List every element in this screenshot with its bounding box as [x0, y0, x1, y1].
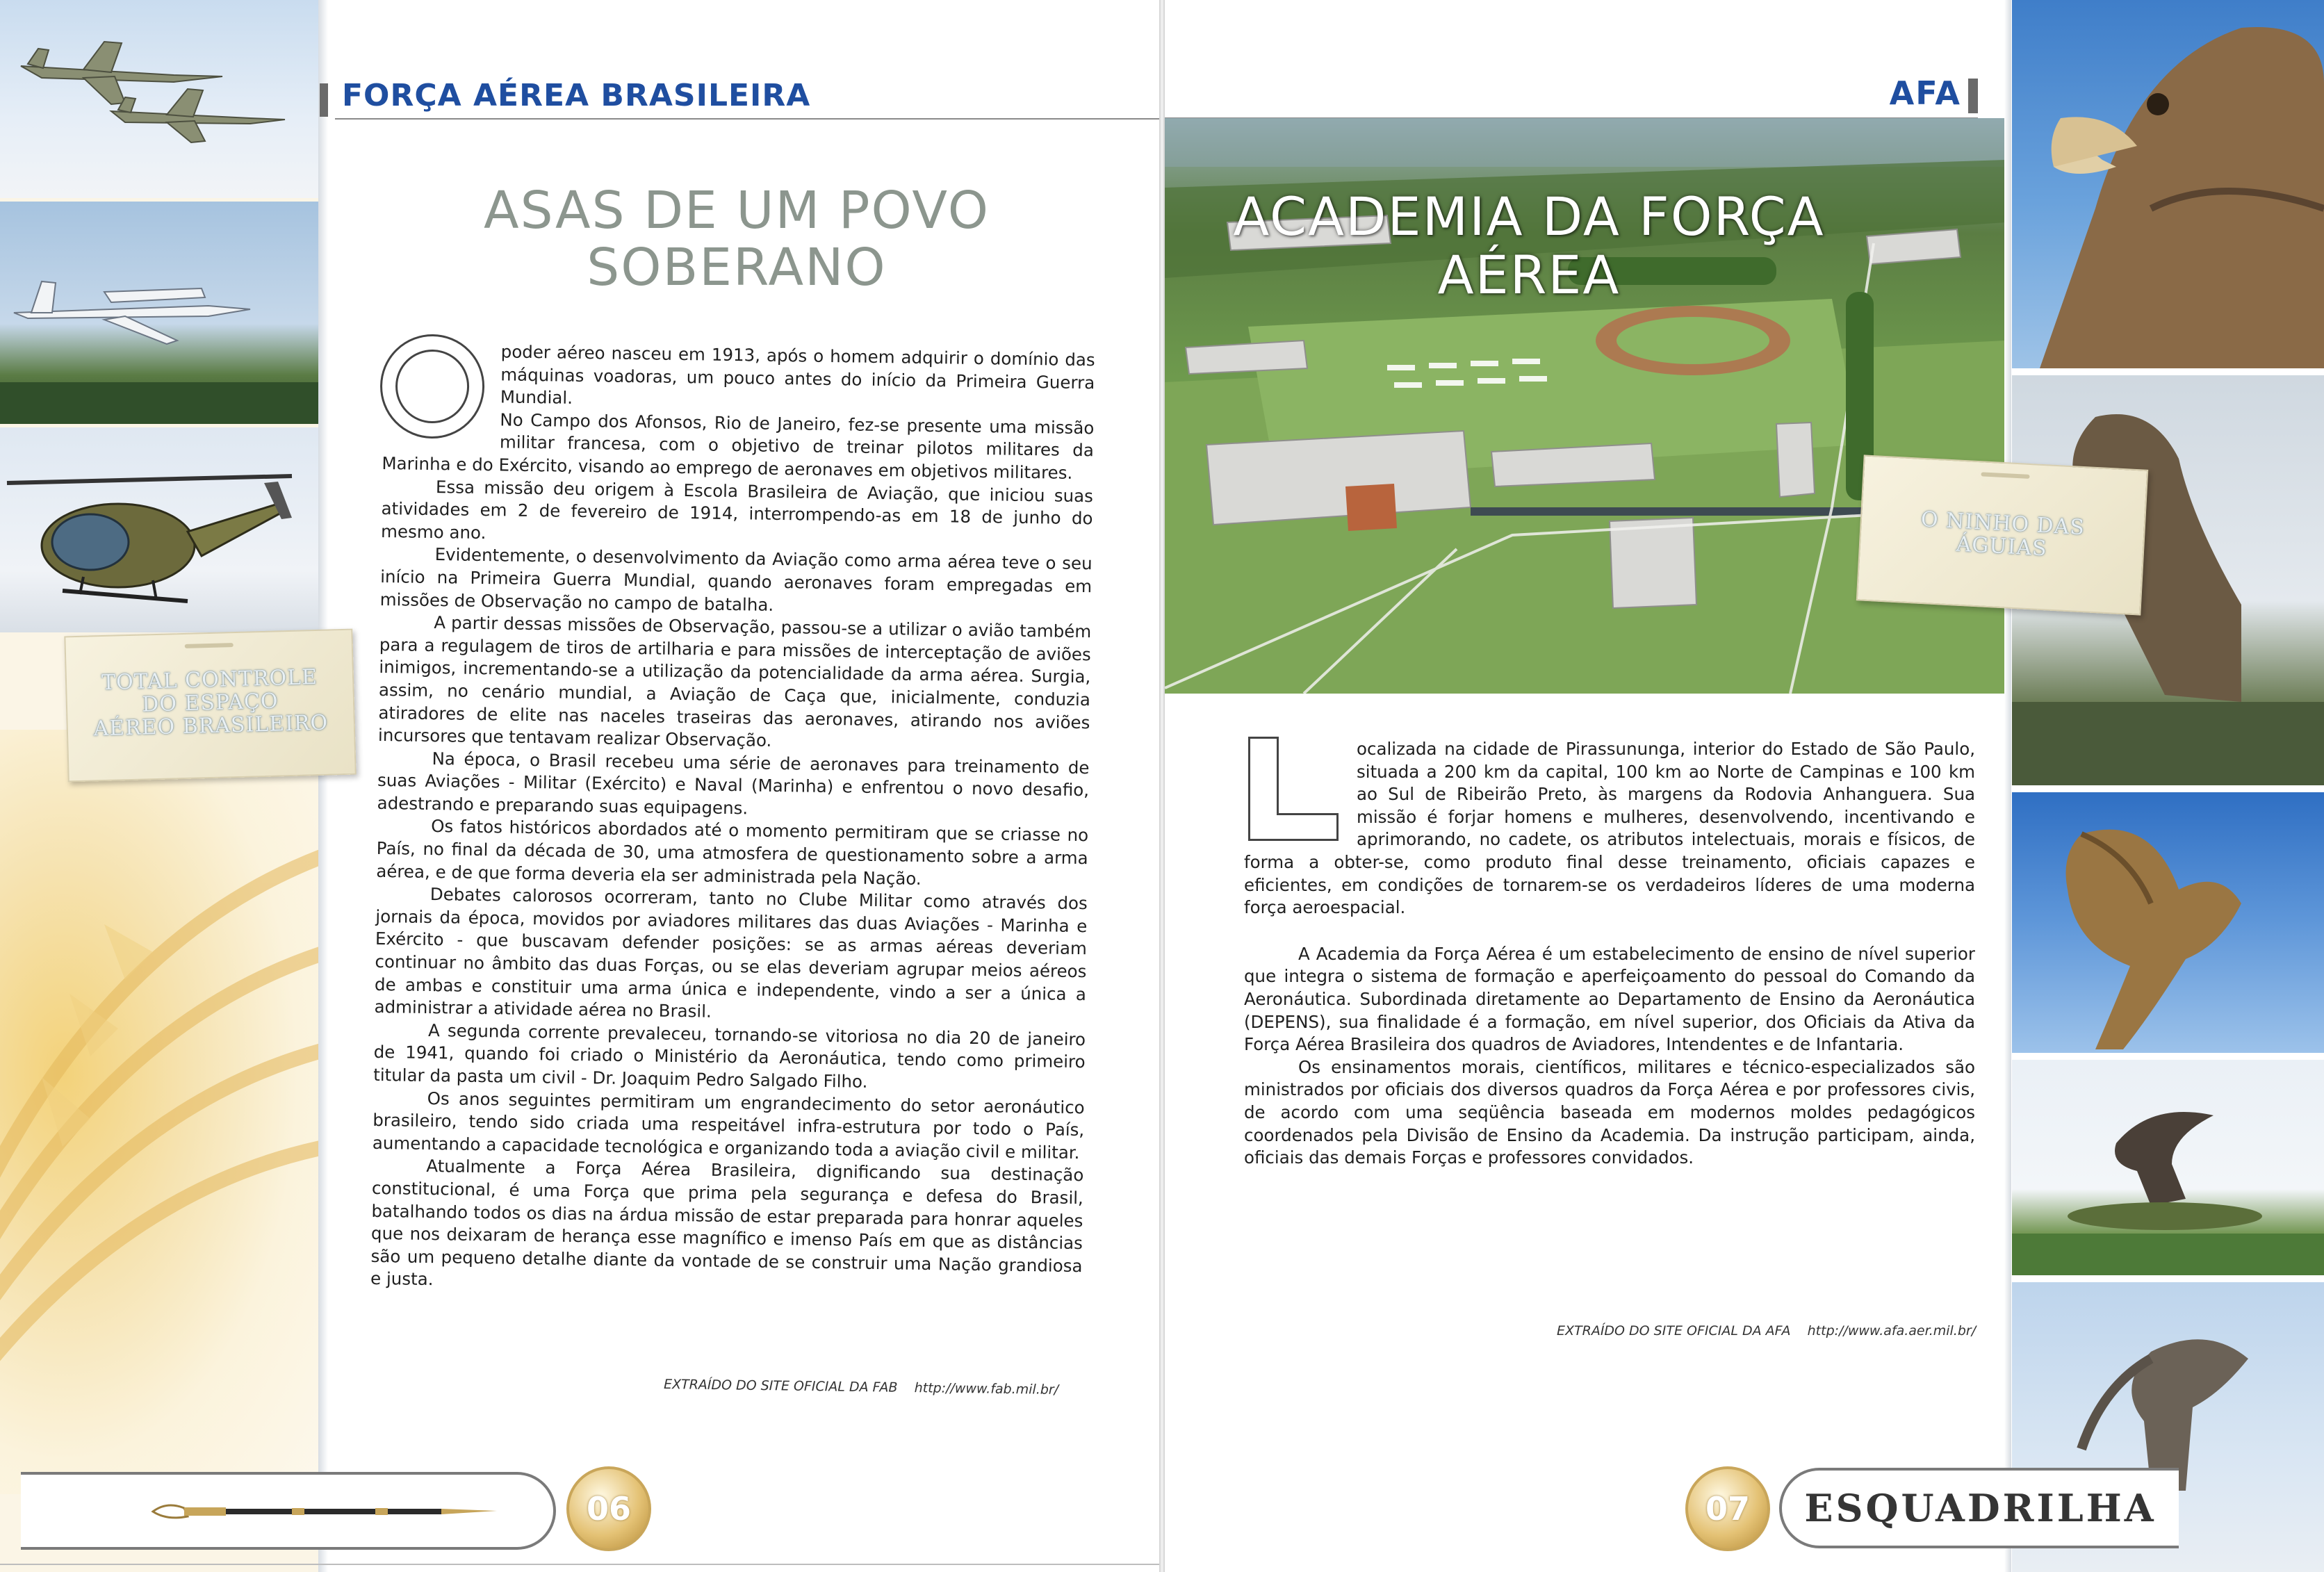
source-label: EXTRAÍDO DO SITE OFICIAL DA AFA	[1557, 1323, 1791, 1338]
paragraph: poder aéreo nasceu em 1913, após o homem adquirir o domínio das máquinas voadoras, um pouco antes do início da Primeira Guerra Mundial.	[500, 341, 1095, 408]
paragraph: Debates calorosos ocorreram, tanto no Clube Militar como através dos jornais da época, movidos por aviadores militares das duas Aviações - Marinha e Exército - que buscavam defender posições: se as armas aéreas deveriam continuar no âmbito das duas Forças, ou se elas deveriam agrupar meios aéreos de ambas e constituir uma arma única e independente, vindo a ser a única a administrar a atividade aérea no Brasil.	[374, 884, 1088, 1022]
brand-title: ESQUADRILHA	[1804, 1486, 2157, 1530]
header-bar-marker	[320, 83, 328, 117]
article-title-line-2: SOBERANO	[587, 238, 887, 297]
fighter-jets-photo	[0, 0, 318, 198]
paragraph: Atualmente a Força Aérea Brasileira, dignificando sua destinação constitucional, é uma Força que prima pela segurança e defesa do Brasil, batalhando todos os dias na árdua missão de estar preparada para honrar aqueles que nos deixaram de herança esse magnífico e imenso País em que as distâncias são um pequeno detalhe diante da vontade de se construir uma Nação grandiosa e justa.	[370, 1156, 1084, 1290]
eagle-sculpture-sky-photo	[2012, 792, 2324, 1053]
drop-cap-l	[1244, 737, 1341, 848]
article-title-line-1: ASAS DE UM POVO	[483, 181, 990, 240]
drop-cap-o	[379, 334, 489, 439]
tag-clip	[1981, 472, 2029, 479]
tag-line-2: DO ESPAÇO	[141, 689, 279, 717]
right-strip-divider	[2004, 0, 2011, 1572]
left-article-body	[370, 339, 1095, 1300]
total-controle-tag	[64, 629, 356, 783]
drop-cap-join	[1250, 813, 1277, 817]
book-gutter	[1159, 0, 1165, 1572]
paragraph: A Academia da Força Aérea é um estabelecimento de ensino de nível superior que integra o sistema de formação e aperfeiçoamento do pessoal do Comando da Aeronáutica. Subordinada diretamente ao Departamento de Ensino da Aeronáutica (DEPENS), sua finalidade é a formação, em nível superior, dos Oficiais da Ativa da Força Aérea Brasileira dos quadros de Aviadores, Intendentes e de Infantaria.	[1244, 943, 1975, 1055]
brand-frame	[1779, 1468, 2179, 1548]
tag-line-1: O NINHO DAS	[1920, 507, 2086, 541]
patrol-aircraft-photo	[0, 202, 318, 424]
source-label: EXTRAÍDO DO SITE OFICIAL DA FAB	[663, 1377, 898, 1395]
header-bar-marker	[1968, 79, 1978, 113]
sword-illustration	[146, 1501, 507, 1522]
section-header-title: FORÇA AÉREA BRASILEIRA	[342, 78, 811, 113]
tag-line-2: ÁGUIAS	[1955, 532, 2048, 562]
aerial-title-line-1: ACADEMIA DA FORÇA	[1233, 186, 1825, 247]
page-number-right: 07	[1685, 1466, 1770, 1551]
page-number-left: 06	[566, 1466, 651, 1551]
eagle-monument-photo	[2012, 1060, 2324, 1275]
left-strip-divider	[318, 0, 328, 1572]
golden-wings-emblem	[0, 730, 318, 1494]
tag-line-1: TOTAL CONTROLE	[101, 664, 318, 696]
section-header-title: AFA	[1889, 74, 1961, 112]
source-url: http://www.fab.mil.br/	[914, 1380, 1059, 1398]
aerial-photo-title	[1181, 188, 1876, 304]
drop-cap-foot	[1248, 813, 1339, 841]
paragraph: Os fatos históricos abordados até o momento permitiram que se criasse no País, no final da década de 30, uma atmosfera de questionamento sobre a arma aérea, e de que forma deveria ela ser administrada pela Nação.	[376, 816, 1089, 889]
header-rule	[335, 118, 1169, 120]
ninho-das-aguias-tag	[1856, 455, 2148, 615]
eagle-head-photo	[2012, 0, 2324, 368]
aerial-title-line-2: AÉREA	[1437, 244, 1621, 306]
paragraph: Os anos seguintes permitiram um engrandecimento do setor aeronáutico brasileiro, tendo sido criada uma respeitável infra-estrutura por todo o País, aumentando a capacidade tecnológica e organizando toda a aviação civil e militar.	[372, 1088, 1085, 1163]
paragraph: ocalizada na cidade de Pirassununga, interior do Estado de São Paulo, situada a 200 km da capital, 100 km ao Norte de Campinas e 100 km ao Sul de Ribeirão Preto, às margens da Rodovia Anhanguera. Sua missão é forjar homens e mulheres, desenvolvendo, incentivando e aprimorando, no cadete, os atributos intelectuais, morais e físicos, de forma a obter-se, como produto final desse treinamento, oficiais capazes e eficientes, em condições de tornarem-se os verdadeiros líderes de uma moderna força aeroespacial.	[1244, 739, 1975, 918]
paragraph: Essa missão deu origem à Escola Brasileira de Aviação, que iniciou suas atividades em 2 de fevereiro de 1914, interrompendo-as em 18 de junho do mesmo ano.	[380, 476, 1094, 543]
paragraph: Evidentemente, o desenvolvimento da Aviação como arma aérea teve o seu início na Primeira Guerra Mundial, quando aeronaves foram empregadas em missões de Observação no campo de batalha.	[379, 544, 1093, 615]
right-article-body	[1244, 738, 1975, 1170]
article-title	[375, 182, 1098, 296]
tag-line-3: AÉREO BRASILEIRO	[92, 710, 329, 742]
left-bottom-rule	[0, 1564, 1159, 1565]
helicopter-photo	[0, 427, 318, 632]
paragraph: Na época, o Brasil recebeu uma série de aeronaves para treinamento de suas Aviações - Militar (Exército) e Naval (Marinha) e enfrentou o novo desafio, adestrando e preparando suas equipagens.	[377, 748, 1090, 819]
source-url: http://www.afa.aer.mil.br/	[1807, 1323, 1977, 1338]
paragraph: No Campo dos Afonsos, Rio de Janeiro, fez-se presente uma missão militar francesa, com o objetivo de treinar pilotos militares da Marinha e do Exército, visando ao emprego de aeronaves em objetivos militares.	[382, 409, 1095, 483]
paragraph: A segunda corrente prevaleceu, tornando-se vitoriosa no dia 20 de janeiro de 1941, quando foi criado o Ministério da Aeronáutica, tendo como primeiro titular da pasta um civil - Dr. Joaquim Pedro Salgado Filho.	[373, 1020, 1086, 1092]
left-photo-strip	[0, 0, 318, 1572]
tag-clip	[184, 643, 233, 648]
left-section-header	[320, 78, 1159, 120]
paragraph: Os ensinamentos morais, científicos, militares e técnico-especializados são ministrados por oficiais dos diversos quadros da Força Aérea e por professores civis, de acordo com uma seqüência baseada em modernos moldes pedagógicos coordenados pela Divisão de Ensino da Academia. Da instrução participam, ainda, oficiais das demais Forças e professores convidados.	[1244, 1056, 1975, 1168]
right-section-header	[1165, 73, 1985, 122]
paragraph: A partir dessas missões de Observação, passou-se a utilizar o avião também para a regulagem de tiros de artilharia e para missões de interceptação de aviões inimigos, incrementando-se a utilização da potencialidade da arma aérea. Surgia, assim, no cenário mundial, a Aviação de Caça que, inicialmente, conduzia atiradores de elite nas naceles traseiras das aeronaves, atirando nos aviões incursores que tentavam realizar Observação.	[377, 612, 1092, 751]
right-source-credit	[1557, 1323, 1976, 1338]
